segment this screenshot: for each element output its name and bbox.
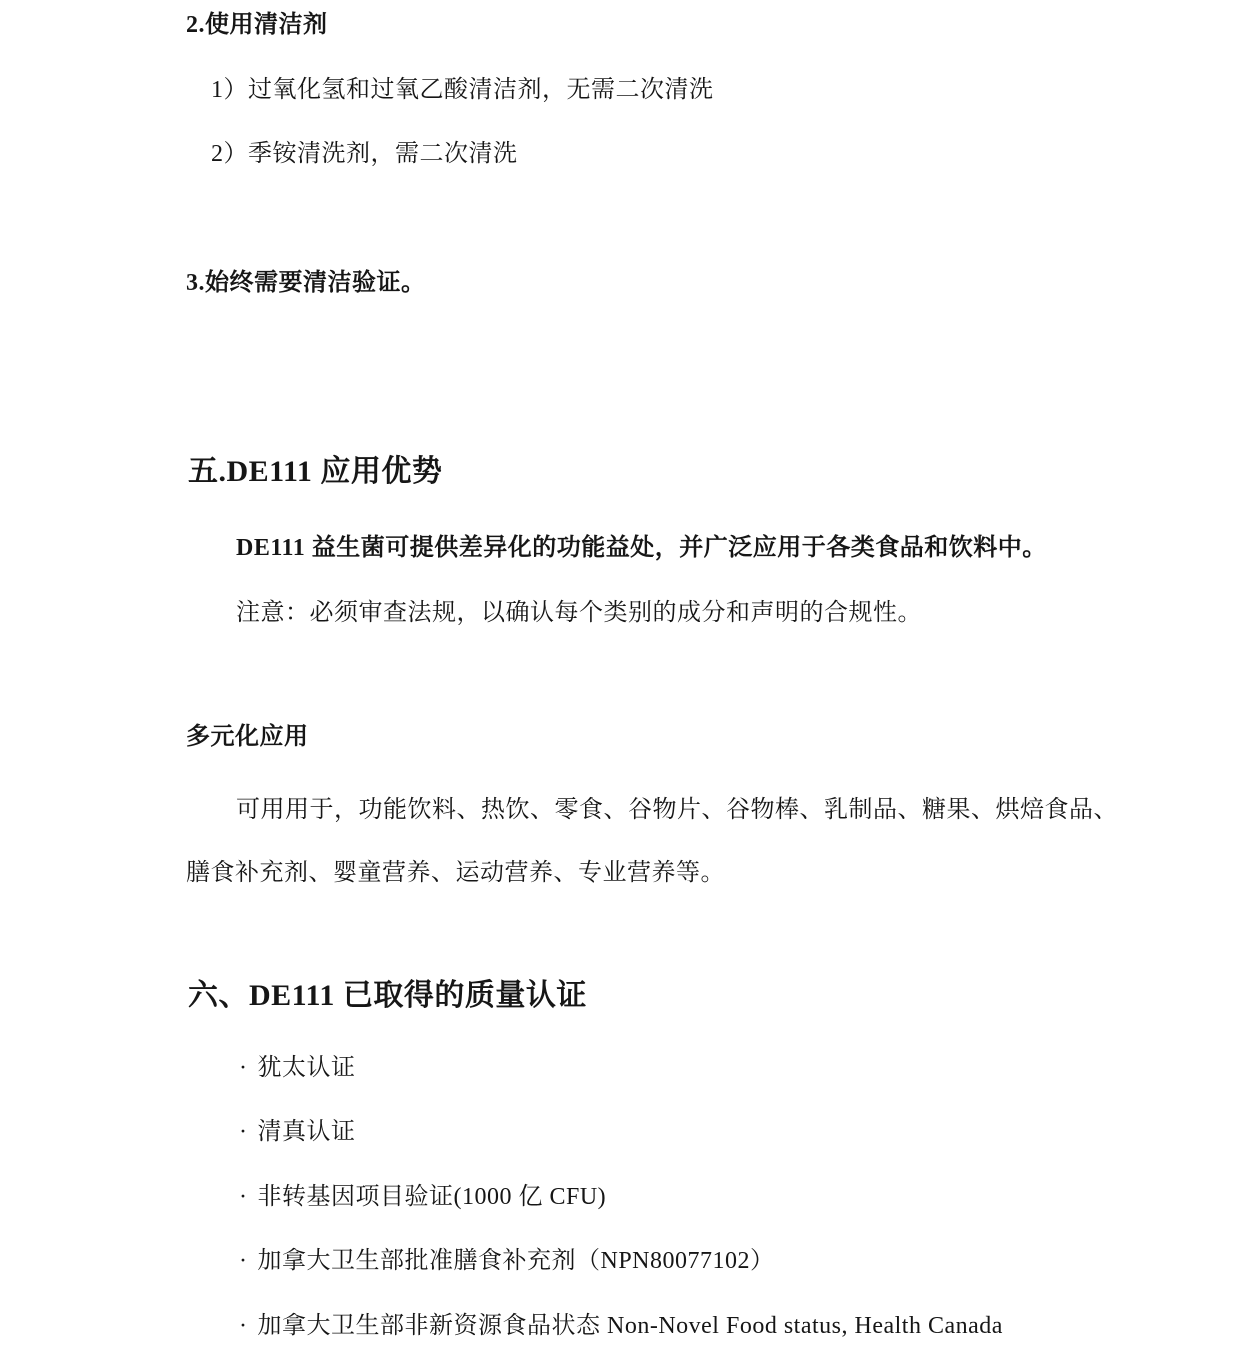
- certification-label: 清真认证: [257, 1119, 356, 1145]
- bullet-dot-icon: ·: [239, 1119, 248, 1145]
- certification-list-item: [239, 1118, 356, 1147]
- bullet-dot-icon: ·: [239, 1248, 248, 1274]
- cleaning-validation-note: 3.始终需要清洁验证。: [186, 270, 426, 296]
- section6-heading: 六、DE111 已取得的质量认证: [188, 979, 587, 1012]
- section5-regulatory-note: 注意：必须审查法规，以确认每个类别的成分和声明的合规性。: [236, 600, 922, 626]
- certification-list-item: [239, 1183, 606, 1212]
- certification-label: 加拿大卫生部非新资源食品状态 Non-Novel Food status, Health Canada: [257, 1313, 1003, 1339]
- certification-label: 犹太认证: [257, 1055, 356, 1081]
- applications-paragraph-line-1: 可用用于，功能饮料、热饮、零食、谷物片、谷物棒、乳制品、糖果、烘焙食品、: [236, 797, 1118, 823]
- bullet-dot-icon: ·: [239, 1184, 248, 1210]
- certification-list-item: [239, 1247, 775, 1276]
- applications-paragraph-line-2: 膳食补充剂、婴童营养、运动营养、专业营养等。: [186, 860, 725, 886]
- cleaning-agents-heading: 2.使用清洁剂: [186, 12, 328, 38]
- cleaning-agents-item-2: 2）季铵清洗剂，需二次清洗: [211, 141, 518, 167]
- bullet-dot-icon: ·: [239, 1055, 248, 1081]
- section5-heading: 五.DE111 应用优势: [188, 455, 443, 488]
- certification-list-item: [239, 1312, 1003, 1341]
- cleaning-agents-item-1: 1）过氧化氢和过氧乙酸清洁剂，无需二次清洗: [211, 77, 714, 103]
- section5-lead-paragraph: DE111 益生菌可提供差异化的功能益处，并广泛应用于各类食品和饮料中。: [236, 535, 1047, 561]
- certification-list-item: [239, 1054, 356, 1083]
- diversified-applications-subheading: 多元化应用: [186, 724, 309, 750]
- certification-label: 非转基因项目验证(1000 亿 CFU): [257, 1184, 607, 1210]
- certification-label: 加拿大卫生部批准膳食补充剂（NPN80077102）: [257, 1248, 775, 1274]
- bullet-dot-icon: ·: [239, 1313, 248, 1339]
